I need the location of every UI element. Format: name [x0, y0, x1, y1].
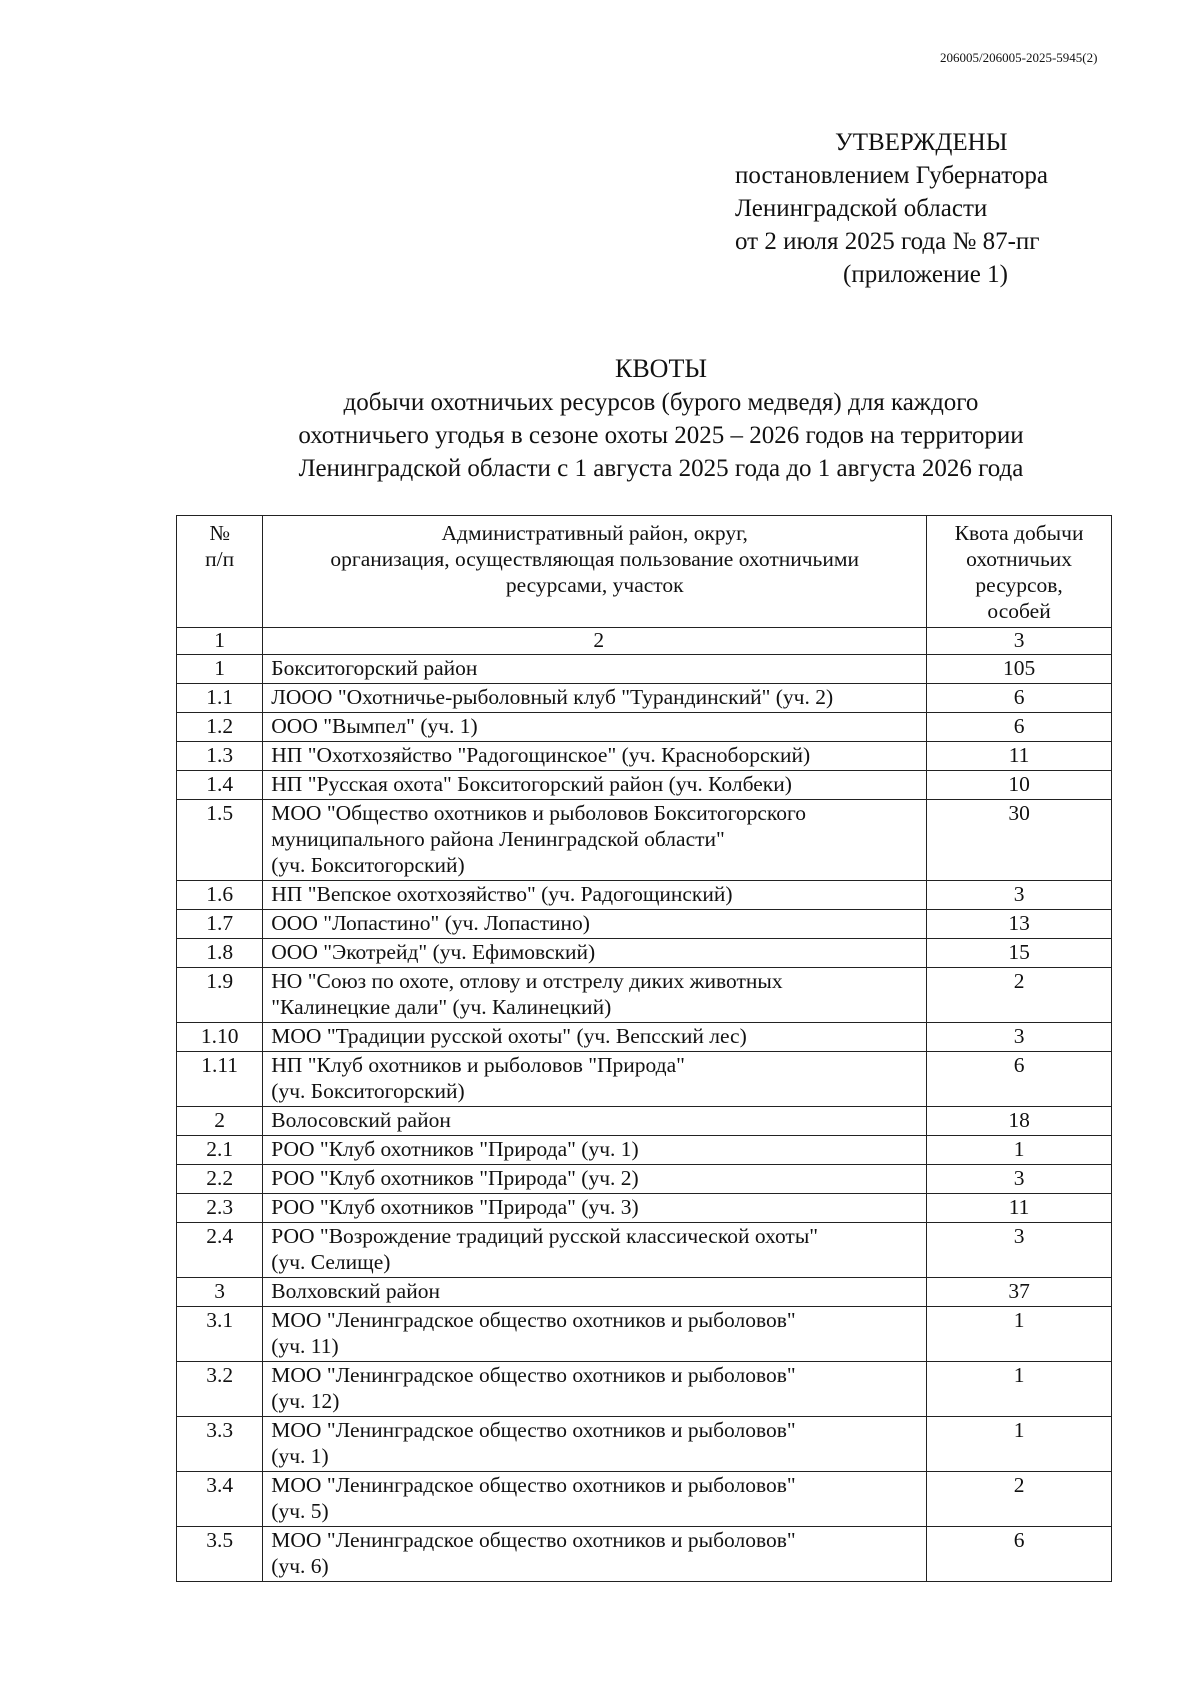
table-row	[177, 655, 1112, 684]
header-text: охотничьих	[966, 547, 1073, 571]
row-quota: 1	[927, 1362, 1112, 1417]
approval-line: постановлением Губернатора	[735, 162, 1048, 189]
row-number: 3.5	[177, 1527, 263, 1582]
row-organization-line: РОО "Возрождение традиций русской классической охоты"	[271, 1224, 819, 1248]
row-organization-line: (уч. 6)	[271, 1554, 329, 1578]
row-quota: 6	[927, 684, 1112, 713]
row-number: 2.1	[177, 1136, 263, 1165]
table-row	[177, 1223, 1112, 1278]
row-number: 1.11	[177, 1052, 263, 1107]
header-text: Административный район, округ,	[441, 521, 748, 545]
row-quota: 1	[927, 1136, 1112, 1165]
row-organization-line: (уч. 12)	[271, 1389, 340, 1413]
row-number: 3.2	[177, 1362, 263, 1417]
row-quota: 11	[927, 1194, 1112, 1223]
row-organization-line: "Калинецкие дали" (уч. Калинецкий)	[271, 995, 612, 1019]
row-organization-line: муниципального района Ленинградской области"	[271, 827, 725, 851]
row-number: 1.1	[177, 684, 263, 713]
row-organization: НП "Охотхозяйство "Радогощинское" (уч. Красноборский)	[263, 742, 927, 771]
row-number: 1	[177, 655, 263, 684]
table-row	[177, 771, 1112, 800]
row-quota: 105	[927, 655, 1112, 684]
row-organization-line: (уч. 5)	[271, 1499, 329, 1523]
header-text: особей	[987, 599, 1051, 623]
row-quota: 6	[927, 1527, 1112, 1582]
row-organization-line: (уч. Селище)	[271, 1250, 391, 1274]
row-organization-line: (уч. 11)	[271, 1334, 339, 1358]
column-number: 2	[263, 628, 927, 655]
column-number-row	[177, 628, 1112, 655]
row-organization	[263, 1472, 927, 1527]
row-organization: Волховский район	[263, 1278, 927, 1307]
heading-line: Ленинградской области с 1 августа 2025 года до 1 августа 2026 года	[298, 455, 1024, 482]
row-organization: Волосовский район	[263, 1107, 927, 1136]
header-text: ресурсов,	[975, 573, 1063, 597]
row-organization: МОО "Традиции русской охоты" (уч. Вепсский лес)	[263, 1023, 927, 1052]
row-organization	[263, 800, 927, 881]
row-number: 3	[177, 1278, 263, 1307]
document-id: 206005/206005-2025-5945(2)	[940, 50, 1098, 65]
table-row	[177, 1362, 1112, 1417]
row-quota: 1	[927, 1307, 1112, 1362]
row-organization	[263, 1307, 927, 1362]
header-text: организация, осуществляющая пользование охотничьими	[330, 547, 859, 571]
table-row	[177, 881, 1112, 910]
row-organization-line: НП "Клуб охотников и рыболовов "Природа"	[271, 1053, 685, 1077]
table-row	[177, 1194, 1112, 1223]
row-organization: Бокситогорский район	[263, 655, 927, 684]
row-number: 3.3	[177, 1417, 263, 1472]
table-row	[177, 1165, 1112, 1194]
header-text: п/п	[205, 547, 235, 571]
row-number: 1.4	[177, 771, 263, 800]
row-quota: 3	[927, 1023, 1112, 1052]
column-number: 1	[177, 628, 263, 655]
table-row	[177, 910, 1112, 939]
table-row	[177, 1278, 1112, 1307]
table-row	[177, 1307, 1112, 1362]
row-number: 1.8	[177, 939, 263, 968]
row-organization-line: (уч. Бокситогорский)	[271, 1079, 465, 1103]
document-heading	[0, 352, 1200, 485]
header-num	[177, 516, 263, 628]
row-quota: 3	[927, 1165, 1112, 1194]
table-row	[177, 1472, 1112, 1527]
table-header-row	[177, 516, 1112, 628]
row-quota: 6	[927, 1052, 1112, 1107]
row-quota: 18	[927, 1107, 1112, 1136]
row-organization: ООО "Вымпел" (уч. 1)	[263, 713, 927, 742]
row-quota: 11	[927, 742, 1112, 771]
row-organization-line: МОО "Ленинградское общество охотников и рыболовов"	[271, 1418, 796, 1442]
row-organization: РОО "Клуб охотников "Природа" (уч. 3)	[263, 1194, 927, 1223]
row-quota: 6	[927, 713, 1112, 742]
row-organization	[263, 1052, 927, 1107]
header-name	[263, 516, 927, 628]
row-number: 1.10	[177, 1023, 263, 1052]
table-row	[177, 684, 1112, 713]
row-organization	[263, 1362, 927, 1417]
header-quota	[927, 516, 1112, 628]
row-number: 1.7	[177, 910, 263, 939]
row-organization-line: МОО "Ленинградское общество охотников и рыболовов"	[271, 1308, 796, 1332]
column-number: 3	[927, 628, 1112, 655]
table-row	[177, 1107, 1112, 1136]
row-organization: ООО "Лопастино" (уч. Лопастино)	[263, 910, 927, 939]
approval-line: Ленинградской области	[735, 195, 988, 222]
heading-line: охотничьего угодья в сезоне охоты 2025 – 2026 годов на территории	[298, 422, 1024, 449]
row-quota: 13	[927, 910, 1112, 939]
row-organization: РОО "Клуб охотников "Природа" (уч. 1)	[263, 1136, 927, 1165]
table-row	[177, 1052, 1112, 1107]
row-organization-line: МОО "Ленинградское общество охотников и рыболовов"	[271, 1528, 796, 1552]
row-quota: 1	[927, 1417, 1112, 1472]
row-number: 1.5	[177, 800, 263, 881]
row-organization-line: МОО "Ленинградское общество охотников и рыболовов"	[271, 1363, 796, 1387]
row-number: 2.4	[177, 1223, 263, 1278]
table-row	[177, 939, 1112, 968]
row-organization-line: (уч. 1)	[271, 1444, 329, 1468]
row-organization: ЛООО "Охотничье-рыболовный клуб "Турандинский" (уч. 2)	[263, 684, 927, 713]
row-quota: 3	[927, 1223, 1112, 1278]
row-organization-line: МОО "Ленинградское общество охотников и рыболовов"	[271, 1473, 796, 1497]
table-row	[177, 1417, 1112, 1472]
approval-line: от 2 июля 2025 года № 87-пг	[735, 228, 1040, 255]
row-number: 1.6	[177, 881, 263, 910]
row-organization	[263, 1417, 927, 1472]
heading-line: добычи охотничьих ресурсов (бурого медведя) для каждого	[343, 389, 979, 416]
row-organization	[263, 968, 927, 1023]
row-number: 3.1	[177, 1307, 263, 1362]
row-number: 1.2	[177, 713, 263, 742]
header-text: ресурсами, участок	[505, 573, 684, 597]
approval-title: УТВЕРЖДЕНЫ	[835, 129, 1008, 156]
row-quota: 15	[927, 939, 1112, 968]
row-quota: 30	[927, 800, 1112, 881]
row-number: 1.9	[177, 968, 263, 1023]
row-quota: 2	[927, 968, 1112, 1023]
row-quota: 37	[927, 1278, 1112, 1307]
approval-line: (приложение 1)	[843, 261, 1008, 288]
row-quota: 10	[927, 771, 1112, 800]
table-row	[177, 800, 1112, 881]
row-organization: НП "Русская охота" Бокситогорский район (уч. Колбеки)	[263, 771, 927, 800]
row-organization: НП "Вепское охотхозяйство" (уч. Радогощинский)	[263, 881, 927, 910]
row-quota: 2	[927, 1472, 1112, 1527]
row-organization: РОО "Клуб охотников "Природа" (уч. 2)	[263, 1165, 927, 1194]
row-number: 2.2	[177, 1165, 263, 1194]
heading-title: КВОТЫ	[614, 354, 707, 383]
row-organization-line: НО "Союз по охоте, отлову и отстрелу диких животных	[271, 969, 783, 993]
table-row	[177, 1136, 1112, 1165]
row-number: 1.3	[177, 742, 263, 771]
row-organization	[263, 1223, 927, 1278]
quota-table	[176, 515, 1112, 1582]
row-organization	[263, 1527, 927, 1582]
row-number: 3.4	[177, 1472, 263, 1527]
table-row	[177, 742, 1112, 771]
row-number: 2	[177, 1107, 263, 1136]
row-number: 2.3	[177, 1194, 263, 1223]
row-organization: ООО "Экотрейд" (уч. Ефимовский)	[263, 939, 927, 968]
header-text: Квота добычи	[954, 521, 1084, 545]
approval-block	[735, 126, 1105, 291]
table-row	[177, 713, 1112, 742]
table-row	[177, 1527, 1112, 1582]
row-quota: 3	[927, 881, 1112, 910]
row-organization-line: МОО "Общество охотников и рыболовов Бокситогорского	[271, 801, 807, 825]
table-row	[177, 1023, 1112, 1052]
row-organization-line: (уч. Бокситогорский)	[271, 853, 465, 877]
header-text: №	[209, 521, 230, 545]
table-row	[177, 968, 1112, 1023]
